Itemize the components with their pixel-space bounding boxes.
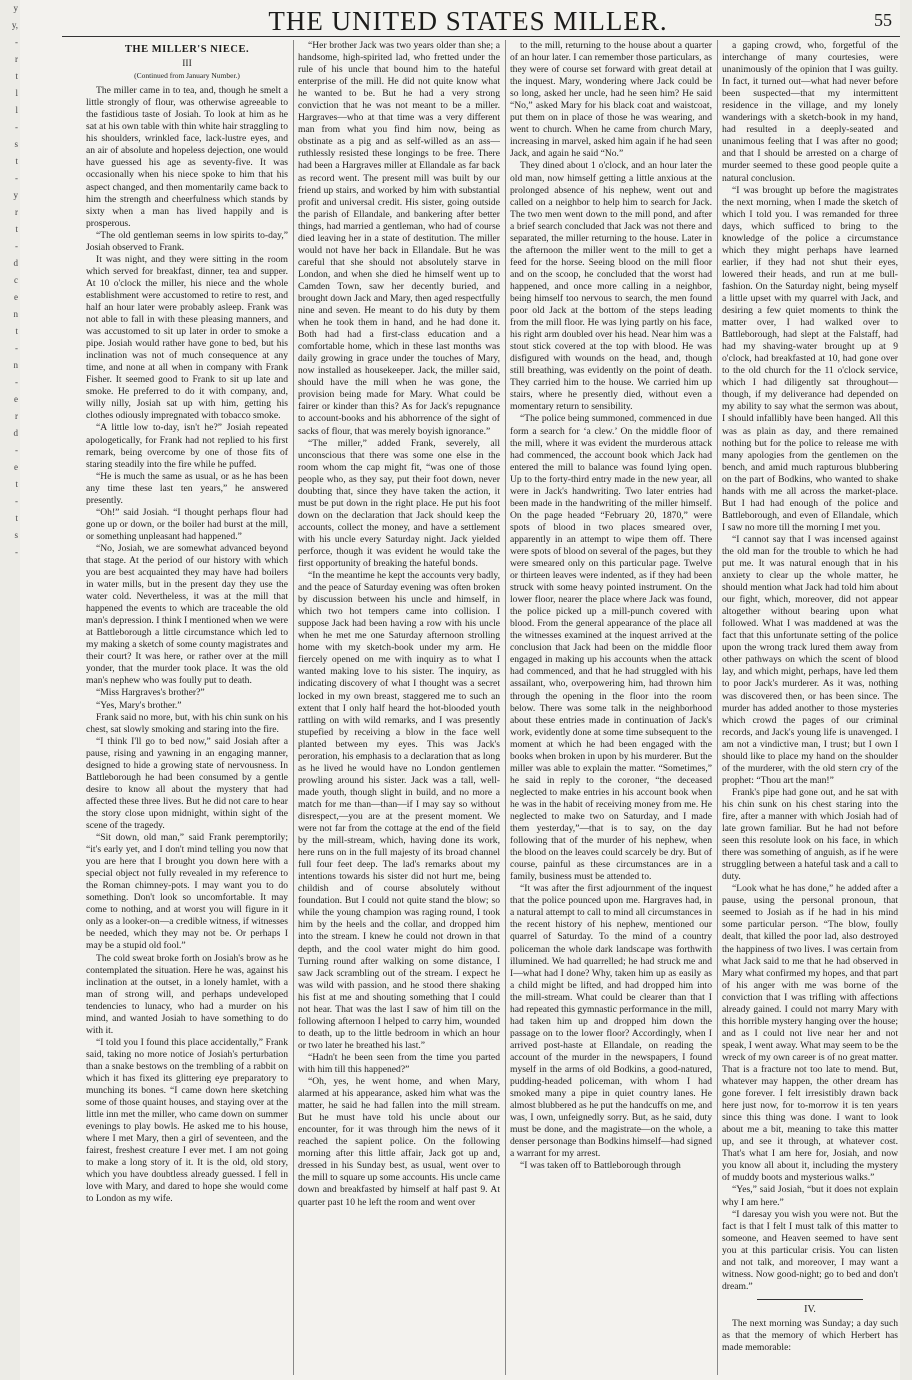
paragraph: The cold sweat broke forth on Josiah's brow as he contemplated the situation. Here he was, against his inclination at the outset, in a lonely hamlet, with a man of strong will, and perhaps undeveloped tendencies to lunacy, who had a murder on his mind, and wanted Josiah to have something to do with it. — [86, 952, 288, 1036]
edge-fragment: r — [15, 207, 18, 217]
column-4 — [722, 40, 898, 1370]
paragraph: “Her brother Jack was two years older than she; a handsome, high-spirited lad, who fretted under the rule of his uncle that bound him to the hateful enterprise of the mill. He did not quite know what he wanted to be. But he had a very strong conviction that he was not meant to be a miller. Hargraves—who at that time was a very different man from what you find him now, being as obstinate as a pig and as self-willed as an ass—ruthlessly resisted these longings to be free. There had been a Hargraves miller at Ellandale as far back as record went. The present mill was built by our friend up stairs, and worked by him with substantial profit and universal credit. His sister, going outside the parish of Ellandale, and bankering after better things, had married a gentleman, who had of course died leaving her in a state of destitution. The miller would not have her back in Ellandale. But he was careful that she should not absolutely starve in London, and when she died he himself went up to Camden Town, saw her decently buried, and brought down Jack and Mary, then aged respectfully nine and seven. He meant to do his duty by them when he took them in hand, and he had done it. Both had had a first-class education and a comfortable home, which in these last months was daily growing in grace under the touches of Mary, now installed as housekeeper. Jack, the miller said, should have the mill when he was gone, the provision being made for Mary. What could be fairer or kinder than this? As for Jack's repugnance to account-books and his abhorrence of the sight of sacks of flour, that was merely boyish ignorance.” — [298, 40, 500, 437]
edge-fragment: t — [15, 224, 18, 234]
edge-fragment: t — [15, 156, 18, 166]
article-title: THE MILLER'S NIECE. — [124, 44, 250, 55]
paragraph: “A little low to-day, isn't he?” Josiah repeated apologetically, for Frank had not replied to his first remark, being overcome by one of those fits of staring steadily into the fire while he puffed. — [86, 422, 288, 470]
edge-fragment: - — [15, 377, 18, 387]
edge-fragment: e — [14, 462, 18, 472]
column-divider — [293, 40, 294, 1375]
paragraph: “Yes,” said Josiah, “but it does not explain why I am here.” — [722, 1184, 898, 1208]
paragraph: “Oh, yes, he went home, and when Mary, alarmed at his appearance, asked him what was the matter, he said he had fallen into the mill stream. But he must have told his uncle about our encounter, for it was through him the news of it reached the sapient police. On the following morning after this little affair, Jack got up and, dressed in his Sunday best, as usual, went over to the mill to square up some accounts. His uncle came down and breakfasted by himself at half past 9. At quarter past 10 he left the room and went over — [298, 1076, 500, 1208]
edge-fragment: n — [13, 360, 18, 370]
paragraph: “Miss Hargraves's brother?” — [96, 687, 205, 699]
paragraph: The next morning was Sunday; a day such as that the memory of which Herbert has made memorable: — [722, 1317, 898, 1354]
paragraph: “Hadn't he been seen from the time you parted with him till this happened?” — [298, 1051, 500, 1075]
edge-fragment: t — [15, 326, 18, 336]
edge-fragment: - — [15, 343, 18, 353]
edge-fragment: - — [15, 241, 18, 251]
paragraph: “The miller,” added Frank, severely, all unconscious that there was some one else in the room whom the cap might fit, “was one of those people who, as they say, put their foot down, never doubting that, since they have taken the action, it must be put down in the right place. He put his foot down on the declaration that Jack should keep the accounts, collect the money, and have a settlement with his uncle every Saturday night. Jack yielded perforce, though it was evident he would take the first opportunity of breaking the hateful bonds. — [298, 437, 500, 570]
continued-note: (Continued from January Number.) — [134, 71, 240, 81]
masthead-title: THE UNITED STATES MILLER. — [268, 6, 668, 36]
paragraph: Frank's pipe had gone out, and he sat with his chin sunk on his chest staring into the fire, after a manner with which Josiah had of late grown familiar. But he had not before seen this resolute look on his face, in which there was something of anguish, as if he were struggling between a hateful task and a call to duty. — [722, 786, 898, 883]
column-1 — [86, 40, 288, 1370]
column-3 — [510, 40, 712, 1370]
paragraph: “It was after the first adjournment of the inquest that the police pounced upon me. Hargraves had, in a natural attempt to call to mind all circumstances in the recent history of his nephew, mentioned our quarrel of Saturday. To the mind of a country policeman the whole dark landscape was forthwith illumined. We had quarrelled; he had struck me and I—what had I done? Why, taken him up as easily as a child might be lifted, and had dropped him into the mill-stream. What could be clearer than that I had repeated this gymnastic performance in the mill, had taken him up and dropped him down the passage on to the lower floor? Accordingly, when I arrived post-haste at Ellandale, on reading the account of the murder in the newspapers, I found myself in the arms of old Bodkins, a good-natured, pudding-headed policeman, with whom I had smoked many a pipe in quiet country lanes. He almost blubbered as he put the handcuffs on me, and was, I own, unfeignedly sorry. But, as he said, duty must be done, and the magistrate—on the whole, a denser personage than Bodkins himself—had signed a warrant for my arrest. — [510, 883, 712, 1160]
edge-fragment: l — [15, 88, 18, 98]
edge-fragment: t — [15, 71, 18, 81]
paragraph: “I think I'll go to bed now,” said Josiah after a pause, rising and yawning in an engaging manner, designed to hide a growing state of nervousness. In Battleborough he had been consumed by a gentle desire to know all about the mystery that had affected these three lives. But he did not care to hear the story close upon midnight, within sight of the scene of the tragedy. — [86, 735, 288, 831]
edge-fragment: d — [13, 428, 18, 438]
edge-fragment: - — [15, 445, 18, 455]
edge-fragment: y — [13, 190, 18, 200]
edge-fragment: t — [15, 513, 18, 523]
paragraph: “No, Josiah, we are somewhat advanced beyond that stage. At the period of our history with which you are best acquainted they may have had boilers in water mills, but in the present day they use the water cold. Nevertheless, it was at the mill that happened the events to which are traceable the old man's depression. I think I mentioned when we were at Battleborough a little circumstance which led to my making a sketch of some county magistrates and their court? It was here, or rather over at the mill yonder, that the murder took place. It was the old man's nephew who was foully put to death. — [86, 542, 288, 687]
edge-fragment: - — [15, 173, 18, 183]
paragraph: The miller came in to tea, and, though he smelt a little strongly of flour, was otherwise agreeable to the fastidious taste of Josiah. To look at him as he sat at his own table with thin white hair straggling to his shoulders, wrinkled face, lack-lustre eyes, and an air of absolute and hopeless dejection, one would have guessed his age as seventy-five. It was occasionally when his niece spoke to him that his aspect changed, and then momentarily came back to him the strength and cheerfulness which stands by sixty when a man has lived happily and is prosperous. — [86, 85, 288, 229]
paragraph: Frank said no more, but, with his chin sunk on his chest, sat slowly smoking and staring into the fire. — [86, 711, 288, 735]
paragraph: “Oh!” said Josiah. “I thought perhaps flour had gone up or down, or the boiler had burst at the mill, or something unpleasant had happened.” — [86, 506, 288, 542]
edge-fragment: - — [15, 122, 18, 132]
edge-fragment: e — [14, 394, 18, 404]
section-divider — [757, 1299, 863, 1300]
paragraph: a gaping crowd, who, forgetful of the interchange of many courtesies, were unanimously of the opinion that I was guilty. In fact, it turned out—what had never before been suspected—that my intermittent residence in the village, and my lonely wanderings with a sketch-book in my hand, had resulted in a deeply-seated and unanimous feeling that I was after no good; and that I should be arrested on a charge of murder seemed to these good people quite a natural conclusion. — [722, 40, 898, 184]
column-2 — [298, 40, 500, 1370]
paragraph: They dined about 1 o'clock, and an hour later the old man, now himself getting a little anxious at the prolonged absence of his nephew, went out and called on a neighbor to help him to search for Jack. The two men went down to the mill pond, and after a brief search concluded that Jack was not there and separated, the miller returning to the house. Later in the afternoon the miller went to the mill to get a feed for the horse. Seeing blood on the mill floor and on the scoop, he concluded that the worst had happened, and once more calling in a neighbor, being himself too nervous to search, the men found poor old Jack at the bottom of the steps leading from the mill floor. He was lying partly on his face, his right arm doubled over his head. Near him was a stout stick covered at the top with blood. He was disfigured with wounds on the head, and, though still breathing, was evidently on the point of death. They carried him to the house. We carried him up stairs, where he presently died, without even a momentary return to sensibility. — [510, 160, 712, 413]
edge-fragment: n — [13, 309, 18, 319]
edge-fragment: r — [15, 54, 18, 64]
paragraph: “In the meantime he kept the accounts very badly, and the peace of Saturday evening was often broken by discussion between his uncle and himself, in which two hot tempers came into collision. I suppose Jack had been having a row with his uncle when he met me one Saturday afternoon strolling home with my sketch-book under my arm. He fiercely opened on me with inquiry as to what I wanted making love to his sister. The inquiry, as indicating discovery of what I thought was a secret locked in my own breast, staggered me to such an extent that I only half heard the hot-blooded youth rattling on with wild remarks, and I was presently stupefied by receiving a blow in the face well planted between my eyes. This was Jack's peroration, his emphasis to a declaration that as long as he lived he would have no London gentlemen prowling around his sister. Jack was a tall, well-made youth, though slight in build, and no more a match for me than—than—if I may say so without disrespect,—you are at the present moment. We were not far from the cottage at the end of the field by the mill-stream, which, having done its work, here runs on in the full majesty of its broad channel full four feet deep. The lad's remarks about my intentions towards his sister did not hurt me, being childish and of course absolutely without foundation. But I could not quite stand the blow; so while the young champion was raging round, I took him by the heels and the collar, and dropped him into the stream. I knew he could not drown in that depth, and the cool water might do him good. Turning round after walking on some distance, I saw Jack scrambling out of the stream. I expect he was wild with passion, and he stood there shaking his fist at me and shouting something that I could not hear. That was the last I saw of him till on the following afternoon I helped to carry him, wounded to death, up to the little bedroom in which an hour or two later he breathed his last.” — [298, 570, 500, 1051]
paragraph: It was night, and they were sitting in the room which served for breakfast, dinner, tea and supper. At 10 o'clock the miller, his niece and the whole establishment were accustomed to retire to rest, and half an hour later were probably asleep. Frank was not able to fall in with these pleasing manners, and was accustomed to sit up later in order to smoke a pipe. Josiah would rather have gone to bed, but his inclination was not of much consequence at any time, and none at all when in company with Frank Fisher. It seemed good to Frank to sit up late and smoke. He preferred to do it with company, and, willy nilly, Josiah sat up with him, getting his clothes odiously impregnated with tobacco smoke. — [86, 253, 288, 422]
paragraph: “I told you I found this place accidentally,” Frank said, taking no more notice of Josiah's perturbation than a snake bestows on the trembling of a rabbit on which it has fixed its glittering eye preparatory to munching its bones. “I came down here sketching some of those quaint houses, and staying over at the little inn met the miller, who came down on summer evenings to play bowls. He asked me to his house, where I met Mary, then a girl of seventeen, and the fairest, freshest creature I ever met. I am not going to make a long story of it. It is the old, old story, which you have doubtless already guessed. I fell in love with Mary, and dared to hope she would come to London as my wife. — [86, 1036, 288, 1205]
column-divider — [717, 40, 718, 1375]
edge-fragment: d — [13, 258, 18, 268]
paragraph: “The old gentleman seems in low spirits to-day,” Josiah observed to Frank. — [86, 229, 288, 253]
paragraph: “He is much the same as usual, or as he has been any time these last ten years,” he answered presently. — [86, 470, 288, 506]
masthead-rule — [62, 36, 900, 37]
section-heading: IV. — [804, 1303, 816, 1315]
edge-fragment: c — [14, 275, 18, 285]
edge-fragment: - — [15, 496, 18, 506]
paragraph: to the mill, returning to the house about a quarter of an hour later. I can remember those particulars, as they were of course set forward with great detail at the inquest. Mary, wondering where Jack could be so long, asked her uncle, had he seen him? He said “No,” asked Mary for his black coat and waistcoat, put them on in place of those he was wearing, and went to church. When he came from church Mary, increasing in marvel, asked him again if he had seen Jack, and again he said “No.” — [510, 40, 712, 160]
edge-fragment: - — [15, 547, 18, 557]
paragraph: “Look what he has done,” he added after a pause, using the personal pronoun, that seemed to Josiah as if he had in his mind some particular person. “The blow, foully dealt, that killed the poor lad, also destroyed the happiness of two lives. I was certain from what Jack said to me that he had observed in Mary what confirmed my hopes, and that part of his anger with me was borne of the conviction that I was trifling with affections already gained. I could not marry Mary with this horrible mystery hanging over the house; and as I could not live near her and not speak, I went away. What may seem to be the wreck of my own career is of no great matter. That is a fracture not too late to mend. But, whatever may happen, the other dream has gone forever. I felt irresistibly drawn back here just now, for to-morrow it is ten years since this thing was done. I want to look about me a bit, meaning to take this matter up, and see it through, at whatever cost. That's what I am here for, Josiah, and now you know all about it, including the mystery of muddy boots and mysterious walks.” — [722, 883, 898, 1184]
edge-fragment: y — [13, 3, 18, 13]
edge-fragment: - — [15, 37, 18, 47]
paragraph: “The police being summoned, commenced in due form a search for ‘a clew.’ On the middle floor of the mill, where it was evident the murderous attack had commenced, the account book which Jack had entered the mill to balance was found lying open. Up to the forty-third entry made in the new year, all were in Jack's handwriting. Two later entries had been made in the handwriting of the miller himself. On the page headed “February 20, 1870,” were spots of blood in two places smeared over, apparently in an attempt to wipe them off. There were spots of blood on several of the pages, but they were smeared only on this particular page. Twelve or thirteen leaves were indented, as if they had been struck with some heavy pointed instrument. On the lower floor, nearer the place where Jack was found, the police picked up a mill-punch covered with blood. From the general appearance of the place all the witnesses examined at the inquest arrived at the conclusion that Jack had been on the middle floor engaged in making up his accounts when the attack had commenced, and that he had struggled with his assailant, who, overpowering him, had thrown him through the opening in the floor into the room below. There was some talk in the neighborhood about these entries made in continuation of Jack's work, evidently done at some time subsequent to the moment at which he had been engaged with the books when broken in upon by his murderer. But the miller was able to explain the matter. “Sometimes,” he said in reply to the coroner, “the deceased neglected to make entries in his account book when he was in the habit of receiving money from me. He neglected to make two on Saturday, and I made them yesterday,”—that is to say, on the day following that of the murder of his nephew, when the blood on the leaves could scarcely be dry. But of course, painful as these circumstances are in a family, business must be attended to. — [510, 413, 712, 883]
edge-fragment: e — [14, 292, 18, 302]
masthead — [58, 6, 898, 36]
paragraph: “I was taken off to Battleborough through — [520, 1160, 681, 1172]
edge-fragment: l — [15, 105, 18, 115]
paragraph: “I daresay you wish you were not. But the fact is that I felt I must talk of this matter to someone, and Heaven seemed to have sent you at this particular crisis. You can listen and not talk, and moreover, I may want a witness. Now good-night; go to bed and don't dream.” — [722, 1208, 898, 1292]
paragraph: “Sit down, old man,” said Frank peremptorily; “it's early yet, and I don't mind telling you now that you are here that I brought you down here with a special object not fully revealed in my reference to the Roman chimney-pots. I may want you to do something. Don't look so uncomfortable. It may come to nothing, and at worst you will figure in it only as a looker-on—a credible witness, if witnesses be needed, which they may not be. Or perhaps I may be a stupid old fool.” — [86, 832, 288, 952]
article-part: III — [182, 59, 192, 70]
edge-fragment: s — [14, 139, 18, 149]
edge-fragment: t — [15, 479, 18, 489]
column-divider — [505, 40, 506, 1375]
edge-fragment: s — [14, 530, 18, 540]
edge-fragment: r — [15, 411, 18, 421]
edge-fragment: y, — [11, 20, 18, 30]
paragraph: “I cannot say that I was incensed against the old man for the trouble to which he had put me. It was natural enough that in his anxiety to clear up the whole matter, he should mention what Jack had told him about our fight, which, moreover, did not appear altogether without bearing upon what followed. What I was maddened at was the fact that this unfortunate setting of the police upon the wrong track lured them away from other pathways on which the scent of blood lay, and which might, perhaps, have led them to poor Jack's murderer. As it was, nothing was discovered then, or has been since. The murder has added another to those mysteries which crowd the pages of our criminal records, and Jack's young life is unavenged. I am not a vindictive man, I trust; but I own I should like to place my hand on the shoulder of the murderer, with the old stern cry of the prophet: “Thou art the man!” — [722, 533, 898, 786]
paragraph: “I was brought up before the magistrates the next morning, when I made the sketch of which I told you. I was remanded for three days, which sufficed to bring to the knowledge of the police a circumstance which they might perhaps have learned earlier, if they had not shut their eyes, lowered their heads, and run at me bull-fashion. On the Saturday night, being myself a little upset with my quarrel with Jack, and desiring a few quiet moments to think the matter over, I had walked over to Battleborough, had slept at the Falstaff, had had my shaving-water brought up at 9 o'clock, had breakfasted at 10, had gone over to the old church for the 11 o'clock service, which I had diligently sat throughout—though, if my deliverance had depended on my ability to say what the sermon was about, I should infallibly have been hanged. All this was as plain as day, and there remained nothing but for the police to release me with many apologies from the gentlemen on the bench, and amid much rapturous blubbering on the part of Bodkins, who wanted to shake hands with me all across the market-place. But I had had enough of the police and Battleborough, and even of Ellandale, which I saw no more till the morning I met you. — [722, 184, 898, 533]
paragraph: “Yes, Mary's brother.” — [96, 699, 182, 711]
page-number: 55 — [874, 10, 892, 30]
adjacent-page-edge — [0, 0, 18, 1380]
